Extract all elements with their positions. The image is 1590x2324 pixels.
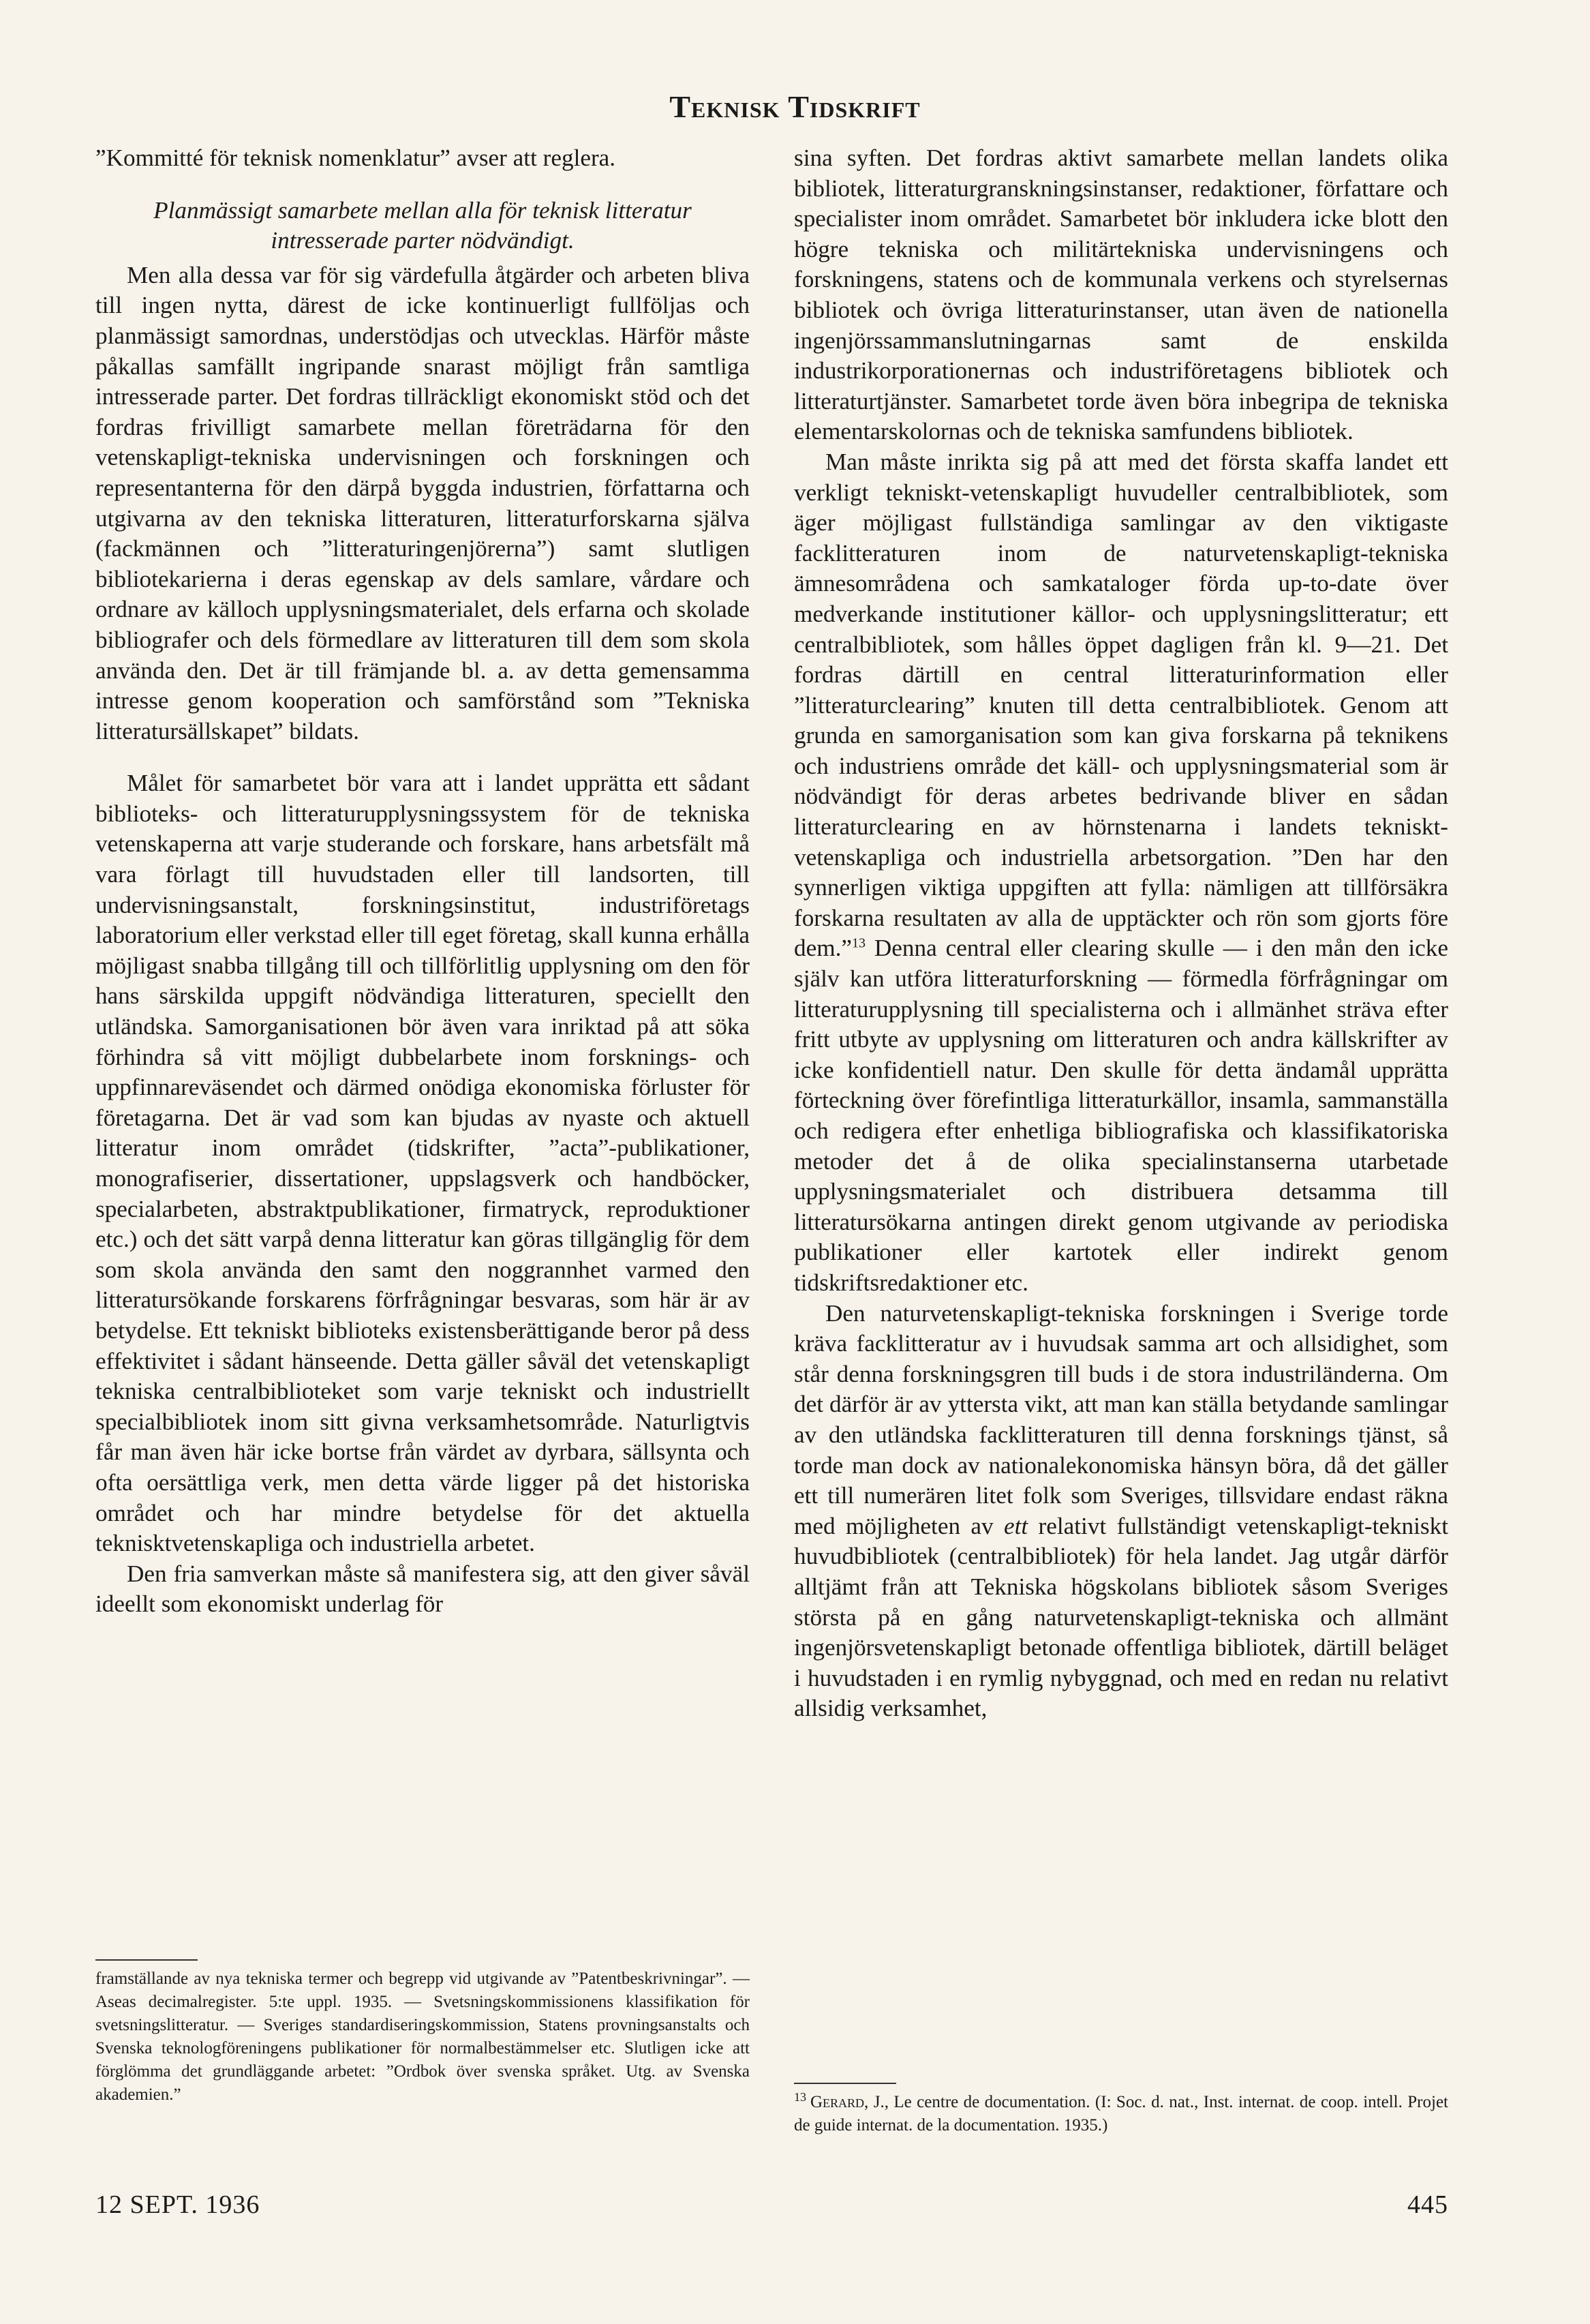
footnote-divider	[95, 1959, 198, 1961]
paragraph-text: Den naturvetenskapligt-tekniska forskningen i Sverige torde kräva facklitteratur av i huvudsak samma art och allsidighet, som står denna forskningsgren till buds i de stora industriländerna. Om det därför är av yttersta vikt, att man kan ställa betydande samlingar av den utländska facklitteraturen till denna forsknings tjänst, så torde man dock av nationalekonomiska hänsyn böra, då det gäller ett till numerären litet folk som Sveriges, tillsvidare endast räkna med möjligheten av	[794, 1299, 1448, 1539]
paragraph-text: relativt fullständigt vetenskapligt-tekniskt huvudbibliotek (centralbibliotek) för hela landet. Jag utgår därför alltjämt från att Tekniska högskolans bibliotek såsom Sveriges största på en gång naturvetenskapligt-tekniska och allmänt ingenjörsvetenskapligt betonade offentliga bibliotek, därtill beläget i huvudstaden i en rymlig nybyggnad, och med en redan nu relativt allsidig verksamhet,	[794, 1512, 1448, 1722]
paragraph: Målet för samarbetet bör vara att i landet upprätta ett sådant biblioteks- och litteraturupplysningssystem för de tekniska vetenskaperna att varje studerande och forskare, hans arbetsfält må vara förlagt till huvudstaden eller till landsorten, till undervisningsanstalt, forskningsinstitut, industriföretags laboratorium eller verkstad eller till eget företag, skall kunna erhålla möjligast snabba tillgång till och tillförlitlig upplysning om den för hans särskilda uppgift nödvändiga litteraturen, speciellt den utländska. Samorganisationen bör även vara inriktad på att söka förhindra så vitt möjligt dubbelarbete inom forsknings- och uppfinnareväsendet och därmed onödiga ekonomiska förluster för företagarna. Det är vad som kan bjudas av nyaste och aktuell litteratur inom området (tidskrifter, ”acta”-publikationer, monografiserier, dissertationer, uppslagsverk och handböcker, specialarbeten, abstraktpublikationer, firmatryck, reproduktioner etc.) och det sätt varpå denna litteratur kan göras tillgänglig för dem som skola använda den samt den noggrannhet varmed den litteratursökande forskarens förfrågningar besvaras, som här är av betydelse. Ett tekniskt biblioteks existensberättigande beror på dess effektivitet i sådant hänseende. Detta gäller såväl det vetenskapligt tekniska centralbiblioteket som varje tekniskt och industriellt specialbibliotek inom sitt givna verksamhetsområde. Naturligtvis får man även här icke bortse från värdet av dyrbara, sällsynta och ofta oersättliga verk, men detta värde ligger på det historiska området och har mindre betydelse för det aktuella teknisktvetenskapliga och industriella arbetet.	[95, 770, 750, 1557]
footnote-reference: 13	[852, 935, 866, 951]
section-heading: Planmässigt samarbete mellan alla för teknisk litteratur intresserade parter nödvändigt.	[153, 196, 692, 254]
paragraph: Men alla dessa var för sig värdefulla åtgärder och arbeten bliva till ingen nytta, därest de icke kontinuerligt fullföljas och planmässigt samordnas, understödjas och utvecklas. Härför måste påkallas samfällt ingripande snarast möjligt från samtliga intresserade parter. Det fordras tillräckligt ekonomiskt stöd och det fordras frivilligt samarbete mellan företrädarna för den vetenskapligt-tekniska undervisningen och forskningen och representanterna för den därpå byggda industrien, författarna och utgivarna av den tekniska litteraturen, litteraturforskarna själva (fackmännen och ”litteraturingenjörerna”) samt slutligen bibliotekarierna i deras egenskap av dels samlare, vårdare och ordnare av källoch upplysningsmaterialet, dels erfarna och skolade bibliografer och dels förmedlare av litteraturen till dem som skola använda den. Det är till främjande bl. a. av detta gemensamma intresse genom kooperation och samförstånd som ”Tekniska litteratursällskapet” bildats.	[95, 261, 750, 744]
paragraph-text: Man måste inrikta sig på att med det första skaffa landet ett verkligt tekniskt-vetenskapligt huvudeller centralbibliotek, som äger möjligast fullständiga samlingar av den viktigaste facklitteraturen inom de naturvetenskapligt-tekniska ämnesområdena och samkataloger förda up-to-date över medverkande institutioner källor- och upplysningslitteratur; ett centralbibliotek, som hålles öppet dagligen från kl. 9—21. Det fordras därtill en central litteraturinformation eller ”litteraturclearing” knuten till detta centralbibliotek. Genom att grunda en samorganisation som kan giva forskarna på teknikens och industriens område det käll- och upplysningsmaterial som är nödvändigt för deras arbetes bedrivande bliver en sådan litteraturclearing en av hörnstenarna i landets tekniskt-vetenskapliga och industriella arbetsorgation. ”Den har den synnerligen viktiga uppgiften att fylla: nämligen att tillförsäkra forskarna resultaten av alla de upptäckter och rön som gjorts före dem.”	[794, 448, 1448, 962]
paragraph-text: Denna central eller clearing skulle — i den mån den icke själv kan utföra litteraturforskning — förmedla förfrågningar om litteraturupplysning till specialisterna och i allmänhet sträva efter fritt utbyte av upplysning om litteraturen och andra källskrifter av icke konfidentiell natur. Den skulle för detta ändamål upprätta förteckning över förefintliga litteraturkällor, insamla, sammanställa och redigera efter enhetliga bibliografiska och klassifikatoriska metoder det å de olika specialinstanserna utarbetade upplysningsmaterialet och distribuera detsamma till litteratursökarna antingen direkt genom utgivande av periodiska publikationer eller kartotek eller indirekt genom tidskriftsredaktioner etc.	[794, 935, 1448, 1296]
emphasis: ett	[1004, 1512, 1028, 1539]
right-column	[794, 143, 1448, 1724]
running-head: Teknisk Tidskrift	[669, 89, 921, 124]
paragraph	[794, 447, 1448, 1299]
paragraph: Den fria samverkan måste så manifestera sig, att den giver såväl ideellt som ekonomiskt underlag för	[95, 1560, 750, 1618]
footnote-author: Gerard, J.,	[810, 2093, 889, 2111]
footnote	[794, 2091, 1448, 2137]
paragraph: sina syften. Det fordras aktivt samarbete mellan landets olika bibliotek, litteraturgranskningsinstanser, redaktioner, författare och specialister inom området. Samarbetet bör inkludera icke blott den högre tekniska och militärtekniska undervisningens och forskningens, statens och de kommunala verkens och styrelsernas bibliotek och övriga litteraturinstanser, utan även de nationella ingenjörssammanslutningarnas samt de enskilda industrikorporationernas och industriföretagens bibliotek och litteraturtjänster. Samarbetet torde även böra inbegripa de tekniska elementarskolornas och de tekniska samfundens bibliotek.	[794, 145, 1448, 445]
issue-date: 12 SEPT. 1936	[95, 2190, 260, 2219]
paragraph	[794, 1299, 1448, 1724]
footnote-text: Le centre de documentation. (I: Soc. d. nat., Inst. internat. de coop. intell. Projet de guide internat. de la documentation. 1935.)	[794, 2093, 1448, 2134]
footnote: framställande av nya tekniska termer och begrepp vid utgivande av ”Patentbeskrivningar”. — Aseas decimalregister. 5:te uppl. 1935. — Svetsningskommissionens klassifikation för svetsningslitteratur. — Sveriges standardiseringskommission, Statens provningsanstalts och Svenska teknologföreningens publikationer för normalbestämmelser etc. Slutligen icke att förglömma det grundläggande arbetet: ”Ordbok över svenska språket. Utg. av Svenska akademien.”	[95, 1970, 750, 2104]
left-column	[95, 143, 750, 1620]
footnote-divider	[794, 2083, 896, 2084]
page-number: 445	[1407, 2190, 1448, 2219]
footnote-number: 13	[794, 2089, 806, 2104]
paragraph: ”Kommitté för teknisk nomenklatur” avser att reglera.	[95, 145, 616, 171]
